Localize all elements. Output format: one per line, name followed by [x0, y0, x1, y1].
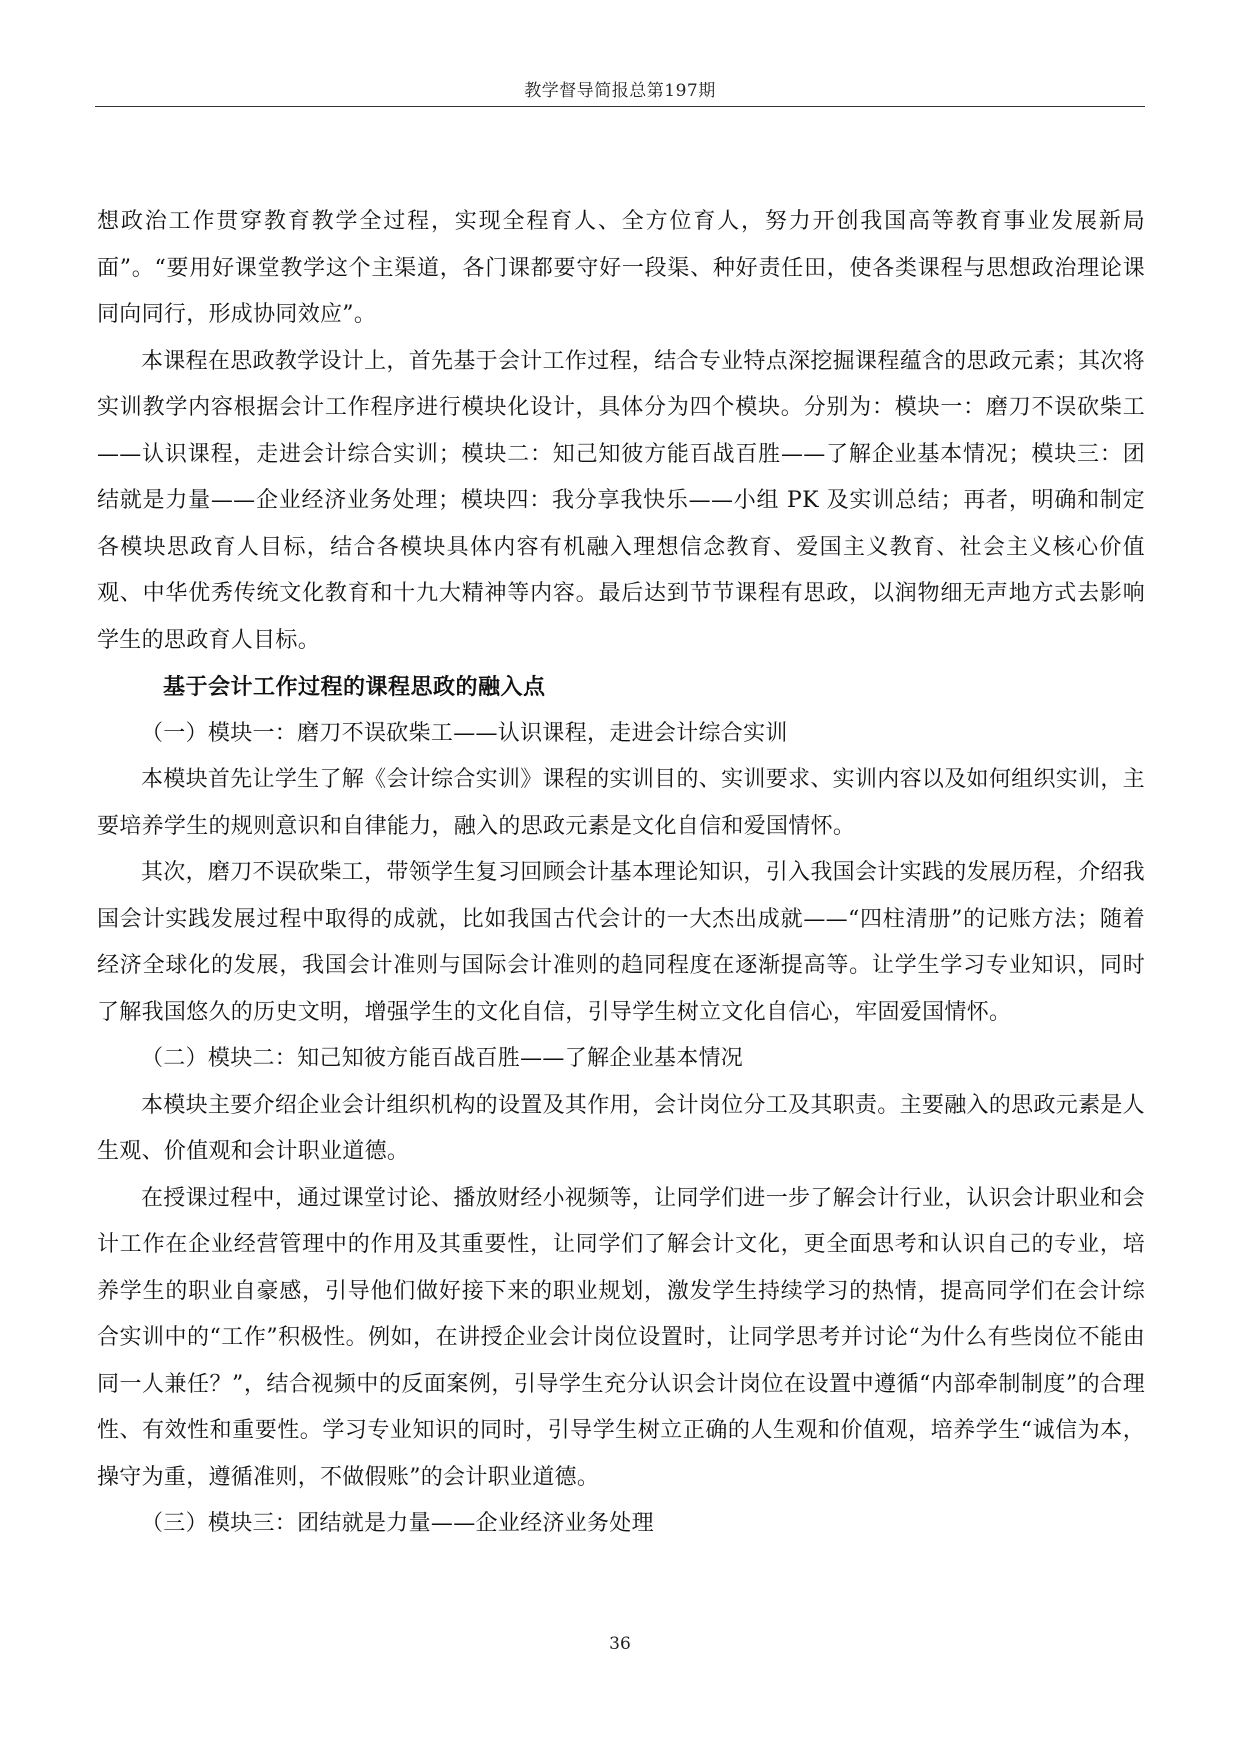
header-divider: [95, 106, 1145, 107]
body-paragraph-course-design: 本课程在思政教学设计上，首先基于会计工作过程，结合专业特点深挖掘课程蕴含的思政元素；其次将实训教学内容根据会计工作程序进行模块化设计，具体分为四个模块。分别为：模块一：磨刀不误砍柴工——认识课程，走进会计综合实训；模块二：知己知彼方能百战百胜——了解企业基本情况；模块三：团结就是力量——企业经济业务处理；模块四：我分享我快乐——小组 PK 及实训总结；再者，明确和制定各模块思政育人目标，结合各模块具体内容有机融入理想信念教育、爱国主义教育、社会主义核心价值观、中华优秀传统文化教育和十九大精神等内容。最后达到节节课程有思政，以润物细无声地方式去影响学生的思政育人目标。: [97, 348, 1145, 653]
page-number: 36: [609, 1634, 631, 1654]
module-two-heading: （二）模块二：知己知彼方能百战百胜——了解企业基本情况: [141, 1046, 744, 1071]
body-paragraph-module-two-intro: 本模块主要介绍企业会计组织机构的设置及其作用，会计岗位分工及其职责。主要融入的思政元素是人生观、价值观和会计职业道德。: [97, 1092, 1145, 1164]
page-header-title: 教学督导简报总第197期: [524, 81, 716, 101]
body-paragraph-module-one-intro: 本模块首先让学生了解《会计综合实训》课程的实训目的、实训要求、实训内容以及如何组织实训，主要培养学生的规则意识和自律能力，融入的思政元素是文化自信和爱国情怀。: [97, 767, 1145, 839]
document-body: [97, 199, 1145, 1548]
module-three-heading: （三）模块三：团结就是力量——企业经济业务处理: [141, 1511, 654, 1536]
body-paragraph-continuation: 想政治工作贯穿教育教学全过程，实现全程育人、全方位育人，努力开创我国高等教育事业发展新局面”。“要用好课堂教学这个主渠道，各门课都要守好一段渠、种好责任田，使各类课程与思想政治理论课同向同行，形成协同效应”。: [97, 209, 1145, 327]
section-heading: 基于会计工作过程的课程思政的融入点: [163, 674, 546, 700]
body-paragraph-module-one-detail: 其次，磨刀不误砍柴工，带领学生复习回顾会计基本理论知识，引入我国会计实践的发展历程，介绍我国会计实践发展过程中取得的成就，比如我国古代会计的一大杰出成就——“四柱清册”的记账方法；随着经济全球化的发展，我国会计准则与国际会计准则的趋同程度在逐渐提高等。让学生学习专业知识，同时了解我国悠久的历史文明，增强学生的文化自信，引导学生树立文化自信心，牢固爱国情怀。: [97, 860, 1145, 1025]
body-paragraph-module-two-detail: 在授课过程中，通过课堂讨论、播放财经小视频等，让同学们进一步了解会计行业，认识会计职业和会计工作在企业经营管理中的作用及其重要性，让同学们了解会计文化，更全面思考和认识自己的专业，培养学生的职业自豪感，引导他们做好接下来的职业规划，激发学生持续学习的热情，提高同学们在会计综合实训中的“工作”积极性。例如，在讲授企业会计岗位设置时，让同学思考并讨论“为什么有些岗位不能由同一人兼任？”，结合视频中的反面案例，引导学生充分认识会计岗位在设置中遵循“内部牵制制度”的合理性、有效性和重要性。学习专业知识的同时，引导学生树立正确的人生观和价值观，培养学生“诚信为本，操守为重，遵循准则，不做假账”的会计职业道德。: [97, 1185, 1145, 1490]
module-one-heading: （一）模块一：磨刀不误砍柴工——认识课程，走进会计综合实训: [141, 720, 788, 746]
